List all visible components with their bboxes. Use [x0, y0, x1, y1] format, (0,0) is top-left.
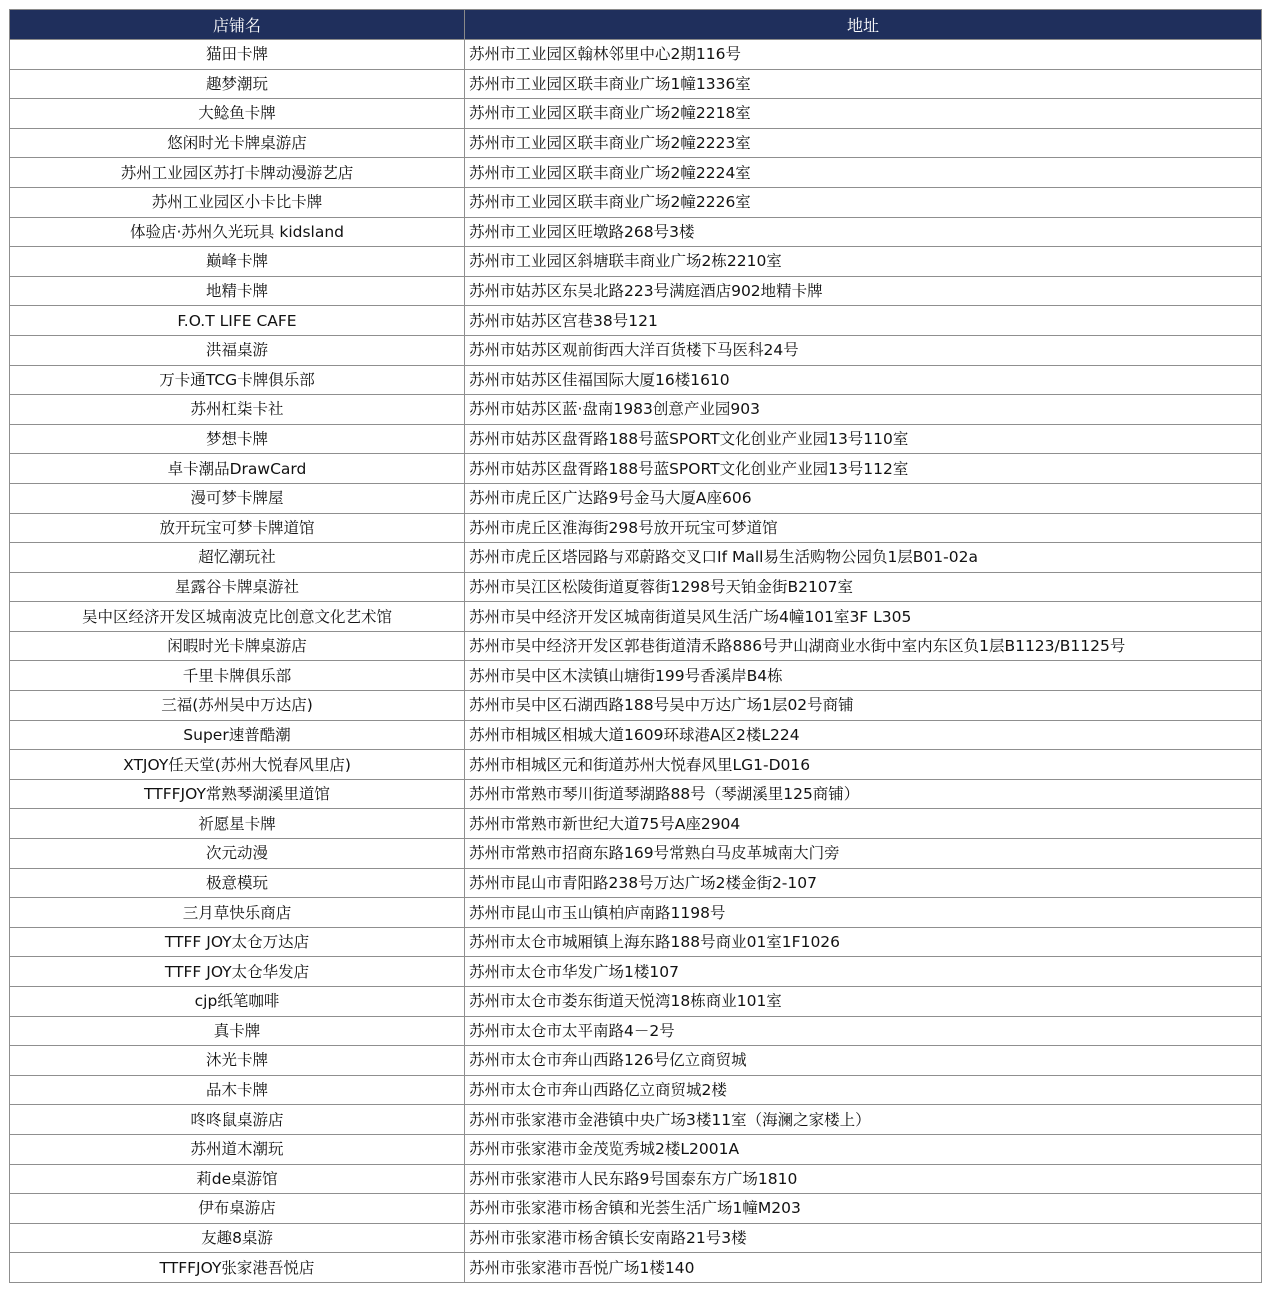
table-row [10, 572, 1262, 602]
table-row [10, 631, 1262, 661]
address-cell: 苏州市张家港市杨舍镇长安南路21号3楼 [465, 1223, 1262, 1253]
table-row [10, 602, 1262, 632]
store-name-cell: TTFFJOY张家港吾悦店 [10, 1253, 465, 1283]
store-name-cell: 沐光卡牌 [10, 1046, 465, 1076]
store-name-cell: 品木卡牌 [10, 1075, 465, 1105]
store-name-cell: 千里卡牌俱乐部 [10, 661, 465, 691]
address-cell: 苏州市吴中区石湖西路188号吴中万达广场1层02号商铺 [465, 691, 1262, 721]
store-name-cell: 苏州道木潮玩 [10, 1134, 465, 1164]
address-cell: 苏州市吴中经济开发区郭巷街道清禾路886号尹山湖商业水街中室内东区负1层B1123/B1125号 [465, 631, 1262, 661]
table-row [10, 987, 1262, 1017]
table-row [10, 454, 1262, 484]
table-row [10, 1046, 1262, 1076]
address-cell: 苏州市虎丘区塔园路与邓蔚路交叉口If Mall易生活购物公园负1层B01-02a [465, 543, 1262, 573]
address-cell: 苏州市昆山市青阳路238号万达广场2楼金街2-107 [465, 868, 1262, 898]
address-cell: 苏州市工业园区联丰商业广场1幢1336室 [465, 69, 1262, 99]
table-row [10, 1134, 1262, 1164]
address-cell: 苏州市太仓市奔山西路126号亿立商贸城 [465, 1046, 1262, 1076]
address-cell: 苏州市姑苏区盘胥路188号蓝SPORT文化创业产业园13号110室 [465, 424, 1262, 454]
table-row [10, 158, 1262, 188]
address-cell: 苏州市常熟市招商东路169号常熟白马皮革城南大门旁 [465, 839, 1262, 869]
address-cell: 苏州市工业园区斜塘联丰商业广场2栋2210室 [465, 247, 1262, 277]
table-row [10, 1164, 1262, 1194]
address-cell: 苏州市吴江区松陵街道夏蓉街1298号天铂金街B2107室 [465, 572, 1262, 602]
store-name-cell: cjp纸笔咖啡 [10, 987, 465, 1017]
store-name-cell: 大鲶鱼卡牌 [10, 99, 465, 129]
table-row [10, 128, 1262, 158]
store-name-cell: 地精卡牌 [10, 276, 465, 306]
table-row [10, 750, 1262, 780]
store-table [9, 9, 1262, 1283]
table-row [10, 276, 1262, 306]
store-name-cell: 苏州工业园区苏打卡牌动漫游艺店 [10, 158, 465, 188]
address-cell: 苏州市虎丘区广达路9号金马大厦A座606 [465, 483, 1262, 513]
address-cell: 苏州市常熟市琴川街道琴湖路88号（琴湖溪里125商铺） [465, 779, 1262, 809]
address-cell: 苏州市工业园区翰林邻里中心2期116号 [465, 40, 1262, 70]
store-name-cell: 漫可梦卡牌屋 [10, 483, 465, 513]
table-row [10, 69, 1262, 99]
table-row [10, 868, 1262, 898]
address-cell: 苏州市姑苏区盘胥路188号蓝SPORT文化创业产业园13号112室 [465, 454, 1262, 484]
store-name-cell: 友趣8桌游 [10, 1223, 465, 1253]
store-name-cell: 吴中区经济开发区城南波克比创意文化艺术馆 [10, 602, 465, 632]
address-cell: 苏州市太仓市华发广场1楼107 [465, 957, 1262, 987]
store-name-cell: 苏州杠柒卡社 [10, 395, 465, 425]
address-cell: 苏州市工业园区联丰商业广场2幢2226室 [465, 187, 1262, 217]
store-name-cell: 洪福桌游 [10, 335, 465, 365]
table-body [10, 40, 1262, 1283]
store-name-cell: TTFF JOY太仓华发店 [10, 957, 465, 987]
table-row [10, 306, 1262, 336]
store-name-cell: TTFF JOY太仓万达店 [10, 927, 465, 957]
table-row [10, 957, 1262, 987]
table-row [10, 1194, 1262, 1224]
store-name-cell: 趣梦潮玩 [10, 69, 465, 99]
table-row [10, 779, 1262, 809]
store-name-cell: 卓卡潮品DrawCard [10, 454, 465, 484]
address-cell: 苏州市太仓市城厢镇上海东路188号商业01室1F1026 [465, 927, 1262, 957]
store-name-cell: 三福(苏州吴中万达店) [10, 691, 465, 721]
address-cell: 苏州市虎丘区淮海街298号放开玩宝可梦道馆 [465, 513, 1262, 543]
address-cell: 苏州市张家港市金茂览秀城2楼L2001A [465, 1134, 1262, 1164]
address-cell: 苏州市张家港市杨舍镇和光荟生活广场1幢M203 [465, 1194, 1262, 1224]
address-cell: 苏州市工业园区旺墩路268号3楼 [465, 217, 1262, 247]
address-cell: 苏州市工业园区联丰商业广场2幢2218室 [465, 99, 1262, 129]
store-name-cell: 万卡通TCG卡牌俱乐部 [10, 365, 465, 395]
table-row [10, 217, 1262, 247]
address-cell: 苏州市张家港市金港镇中央广场3楼11室（海澜之家楼上） [465, 1105, 1262, 1135]
table-row [10, 483, 1262, 513]
table-row [10, 720, 1262, 750]
store-name-cell: 咚咚鼠桌游店 [10, 1105, 465, 1135]
store-name-cell: 真卡牌 [10, 1016, 465, 1046]
store-name-cell: 伊布桌游店 [10, 1194, 465, 1224]
table-row [10, 187, 1262, 217]
store-name-cell: 猫田卡牌 [10, 40, 465, 70]
store-name-cell: TTFFJOY常熟琴湖溪里道馆 [10, 779, 465, 809]
store-name-cell: 星露谷卡牌桌游社 [10, 572, 465, 602]
store-name-cell: 体验店·苏州久光玩具 kidsland [10, 217, 465, 247]
store-name-cell: 悠闲时光卡牌桌游店 [10, 128, 465, 158]
store-name-cell: 极意模玩 [10, 868, 465, 898]
header-store-name: 店铺名 [10, 10, 465, 40]
store-table-sheet [9, 9, 1261, 1283]
table-row [10, 1105, 1262, 1135]
table-row [10, 99, 1262, 129]
address-cell: 苏州市相城区相城大道1609环球港A区2楼L224 [465, 720, 1262, 750]
table-row [10, 40, 1262, 70]
store-name-cell: 三月草快乐商店 [10, 898, 465, 928]
store-name-cell: 巅峰卡牌 [10, 247, 465, 277]
store-name-cell: 超忆潮玩社 [10, 543, 465, 573]
table-row [10, 927, 1262, 957]
address-cell: 苏州市工业园区联丰商业广场2幢2224室 [465, 158, 1262, 188]
table-row [10, 1223, 1262, 1253]
table-row [10, 1075, 1262, 1105]
address-cell: 苏州市太仓市太平南路4－2号 [465, 1016, 1262, 1046]
address-cell: 苏州市姑苏区宫巷38号121 [465, 306, 1262, 336]
table-row [10, 365, 1262, 395]
table-row [10, 691, 1262, 721]
store-name-cell: F.O.T LIFE CAFE [10, 306, 465, 336]
store-name-cell: 放开玩宝可梦卡牌道馆 [10, 513, 465, 543]
address-cell: 苏州市工业园区联丰商业广场2幢2223室 [465, 128, 1262, 158]
address-cell: 苏州市常熟市新世纪大道75号A座2904 [465, 809, 1262, 839]
address-cell: 苏州市太仓市奔山西路亿立商贸城2楼 [465, 1075, 1262, 1105]
store-name-cell: Super速普酷潮 [10, 720, 465, 750]
table-row [10, 543, 1262, 573]
store-name-cell: 祈愿星卡牌 [10, 809, 465, 839]
table-row [10, 661, 1262, 691]
table-row [10, 898, 1262, 928]
table-row [10, 1253, 1262, 1283]
store-name-cell: 闲暇时光卡牌桌游店 [10, 631, 465, 661]
address-cell: 苏州市张家港市吾悦广场1楼140 [465, 1253, 1262, 1283]
header-row [10, 10, 1262, 40]
table-row [10, 247, 1262, 277]
store-name-cell: 次元动漫 [10, 839, 465, 869]
store-name-cell: 苏州工业园区小卡比卡牌 [10, 187, 465, 217]
address-cell: 苏州市太仓市娄东街道天悦湾18栋商业101室 [465, 987, 1262, 1017]
address-cell: 苏州市昆山市玉山镇柏庐南路1198号 [465, 898, 1262, 928]
address-cell: 苏州市姑苏区蓝·盘南1983创意产业园903 [465, 395, 1262, 425]
address-cell: 苏州市吴中经济开发区城南街道吴风生活广场4幢101室3F L305 [465, 602, 1262, 632]
address-cell: 苏州市姑苏区佳福国际大厦16楼1610 [465, 365, 1262, 395]
table-row [10, 839, 1262, 869]
header-address: 地址 [465, 10, 1262, 40]
address-cell: 苏州市姑苏区东吴北路223号满庭酒店902地精卡牌 [465, 276, 1262, 306]
address-cell: 苏州市相城区元和街道苏州大悦春风里LG1-D016 [465, 750, 1262, 780]
table-row [10, 335, 1262, 365]
table-row [10, 424, 1262, 454]
store-name-cell: 梦想卡牌 [10, 424, 465, 454]
store-name-cell: 莉de桌游馆 [10, 1164, 465, 1194]
address-cell: 苏州市吴中区木渎镇山塘街199号香溪岸B4栋 [465, 661, 1262, 691]
table-row [10, 395, 1262, 425]
table-row [10, 1016, 1262, 1046]
address-cell: 苏州市张家港市人民东路9号国泰东方广场1810 [465, 1164, 1262, 1194]
table-row [10, 809, 1262, 839]
table-header [10, 10, 1262, 40]
table-row [10, 513, 1262, 543]
address-cell: 苏州市姑苏区观前街西大洋百货楼下马医科24号 [465, 335, 1262, 365]
store-name-cell: XTJOY任天堂(苏州大悦春风里店) [10, 750, 465, 780]
